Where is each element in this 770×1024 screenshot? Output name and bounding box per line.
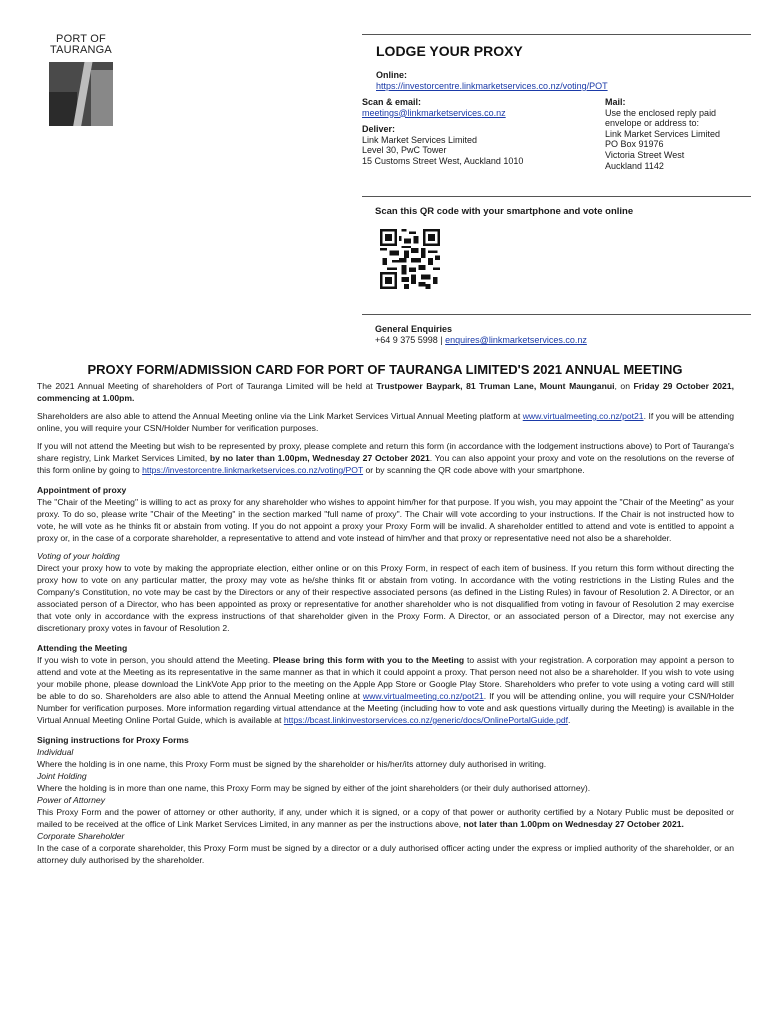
lodge-left-column bbox=[362, 97, 602, 167]
enquiries-email-link[interactable]: enquires@linkmarketservices.co.nz bbox=[445, 335, 587, 345]
deliver-line: Level 30, PwC Tower bbox=[362, 145, 447, 156]
qr-label: Scan this QR code with your smartphone and vote online bbox=[375, 206, 634, 217]
lodge-title: LODGE YOUR PROXY bbox=[376, 43, 523, 59]
online-label: Online: bbox=[376, 70, 407, 80]
online-paragraph bbox=[37, 410, 734, 434]
mail-line: PO Box 91976 bbox=[605, 139, 664, 150]
intro-text: , on bbox=[614, 381, 634, 391]
individual-label: Individual bbox=[37, 747, 74, 757]
qr-code[interactable] bbox=[380, 229, 440, 289]
poa-deadline: not later than 1.00pm on Wednesday 27 October 2021. bbox=[463, 819, 684, 829]
enquiries-divider bbox=[362, 314, 751, 315]
virtual-meeting-link[interactable]: www.virtualmeeting.co.nz/pot21 bbox=[522, 411, 644, 421]
intro-date: Friday 29 October 2021, commencing at 1.00pm. bbox=[37, 381, 734, 403]
corp-label: Corporate Shareholder bbox=[37, 831, 125, 841]
mail-line: Link Market Services Limited bbox=[605, 128, 721, 139]
logo-mark-icon bbox=[49, 62, 113, 126]
intro-paragraph bbox=[37, 380, 734, 404]
online-voting-link[interactable]: https://investorcentre.linkmarketservices.co.nz/voting/POT bbox=[376, 81, 608, 91]
poa-paragraph bbox=[37, 806, 734, 830]
attending-text: . If you will be attending online, you will require your CSN/Holder Number for verification purposes. More information regarding virtual attendance at the Meeting (including how to vote and ask questions virtually during the Meeting) is available in the Virtual Annual Meeting Online Portal Guide, which is available at bbox=[37, 691, 734, 725]
deliver-line: 15 Customs Street West, Auckland 1010 bbox=[362, 155, 524, 166]
not-attend-text: . You can also appoint your proxy and vote on the resolutions on the reverse of this form online by going to bbox=[37, 453, 734, 475]
attending-heading: Attending the Meeting bbox=[37, 643, 128, 653]
enquiries-contact bbox=[375, 335, 587, 345]
lodge-proxy-section bbox=[362, 34, 751, 171]
form-body bbox=[37, 380, 734, 866]
qr-divider bbox=[362, 196, 751, 197]
mail-label: Mail: bbox=[605, 97, 626, 107]
individual-text: Where the holding is in one name, this Proxy Form must be signed by the shareholder or his/her/its attorney duly authorised in writing. bbox=[37, 759, 547, 769]
enquiries-phone: +64 9 375 5998 | bbox=[375, 335, 446, 345]
voting-heading: Voting of your holding bbox=[37, 551, 120, 561]
appointment-heading: Appointment of proxy bbox=[37, 485, 127, 495]
logo-line1: PORT OF bbox=[56, 33, 106, 45]
not-attend-text: or by scanning the QR code above with your smartphone. bbox=[363, 465, 585, 475]
poa-label: Power of Attorney bbox=[37, 795, 105, 805]
poa-text: This Proxy Form and the power of attorney or other authority, if any, under which it is signed, or a copy of that power or authority certified by a Notary Public must be deposited or mailed to be received at the office of Link Market Services Limited, in any manner as per the instructions above, bbox=[37, 807, 734, 829]
signing-heading: Signing instructions for Proxy Forms bbox=[37, 735, 189, 745]
investor-centre-link[interactable]: https://investorcentre.linkmarketservices.co.nz/voting/POT bbox=[142, 465, 364, 475]
not-attend-paragraph bbox=[37, 440, 734, 476]
lodge-right-column bbox=[605, 97, 755, 171]
appointment-paragraph: The "Chair of the Meeting" is willing to act as proxy for any shareholder who wishes to appoint him/her for that purpose. If you wish, you may appoint the "Chair of the Meeting" as your proxy. To do so, please write "Chair of the Meeting" in the section marked "full name of proxy". The Chair will vote according to your instructions. If the Chair is not instructed how to vote, he will vote as he thinks fit or abstain from voting. If you do not appoint a proxy your Proxy Form will be invalid. A shareholder entitled to attend and vote is entitled to appoint a proxy or, in the case of a corporate shareholder, a representative to attend and vote instead of him/her and that proxy or representative need not also be a shareholder. bbox=[37, 497, 734, 543]
deadline-text: by no later than 1.00pm, Wednesday 27 October 2021 bbox=[209, 453, 430, 463]
online-text: . If you will be attending online, you will require your CSN/Holder Number for verification purposes. bbox=[37, 411, 734, 433]
mail-line: Victoria Street West bbox=[605, 149, 685, 160]
page-title: PROXY FORM/ADMISSION CARD FOR PORT OF TAURANGA LIMITED'S 2021 ANNUAL MEETING bbox=[87, 362, 683, 377]
joint-text: Where the holding is in more than one name, this Proxy Form may be signed by either of the joint shareholders (or their duly authorised attorney). bbox=[37, 783, 591, 793]
online-text: Shareholders are also able to attend the Annual Meeting online via the Link Market Services Virtual Annual Meeting platform at bbox=[37, 411, 523, 421]
port-of-tauranga-logo bbox=[44, 34, 118, 126]
mail-line: envelope or address to: bbox=[605, 118, 700, 129]
attending-text: . bbox=[568, 715, 571, 725]
attending-paragraph bbox=[37, 654, 734, 726]
logo-line2: TAURANGA bbox=[50, 44, 112, 56]
not-attend-text: If you will not attend the Meeting but wish to be represented by proxy, please complete and return this form (in accordance with the lodgement instructions above) to Port of Tauranga's share registry, Link Market Services Limited, bbox=[37, 441, 734, 463]
enquiries-label: General Enquiries bbox=[375, 324, 453, 334]
attending-text: to assist with your registration. A corporation may appoint a person to attend and vote at the Meeting as its representative in the same manner as that in which it could appoint a proxy. That person need not also be a shareholder. If you wish to vote using your mobile phone, please download the LinkVote App prior to the meeting on the Apple App Store or Google Play Store. Shareholders who prefer to vote using a voting card will still be able to do so. Shareholders are also able to attend the Annual Meeting online at bbox=[37, 655, 734, 701]
mail-line: Auckland 1142 bbox=[605, 160, 664, 171]
voting-paragraph: Direct your proxy how to vote by making the appropriate election, either online or on this Proxy Form, in respect of each item of business. If you return this form without directing the proxy how to vote on any particular matter, the proxy may vote as he/she thinks fit or abstain from voting. In accordance with the voting restrictions in the Listing Rules and the Company's Constitution, no vote may be cast by the Directors or any of their respective associated persons (as defined in the Listing Rules) in favour of Resolution 2. A Director, or an associated person of a Director, who has been appointed as proxy or representative for another shareholder who is not disqualified from voting in favour of Resolution 2 may exercise that vote only in accordance with the express instructions of that shareholder given in the Proxy Form. A Director, or an associated person of a Director, may not exercise any discretionary proxy votes in favour of Resolution 2. bbox=[37, 563, 734, 633]
intro-text: The 2021 Annual Meeting of shareholders of Port of Tauranga Limited will be held at bbox=[37, 381, 377, 391]
joint-label: Joint Holding bbox=[37, 771, 87, 781]
intro-venue: Trustpower Baypark, 81 Truman Lane, Mount Maunganui bbox=[376, 381, 615, 391]
corp-text: In the case of a corporate shareholder, this Proxy Form must be signed by a director or a duly authorised officer acting under the express or implied authority of the shareholder, or an attorney duly authorised by the shareholder. bbox=[37, 843, 734, 865]
bring-form-text: Please bring this form with you to the Meeting bbox=[272, 655, 465, 665]
scan-email-label: Scan & email: bbox=[362, 97, 422, 107]
attending-text: If you wish to vote in person, you should attend the Meeting. bbox=[37, 655, 273, 665]
deliver-line: Link Market Services Limited bbox=[362, 134, 478, 145]
scan-email-link[interactable]: meetings@linkmarketservices.co.nz bbox=[362, 107, 506, 118]
deliver-label: Deliver: bbox=[362, 124, 396, 135]
mail-line: Use the enclosed reply paid bbox=[605, 107, 717, 118]
portal-guide-link[interactable]: https://bcast.linkinvestorservices.co.nz/generic/docs/OnlinePortalGuide.pdf bbox=[283, 715, 569, 725]
virtual-meeting-link[interactable]: www.virtualmeeting.co.nz/pot21 bbox=[362, 691, 484, 701]
